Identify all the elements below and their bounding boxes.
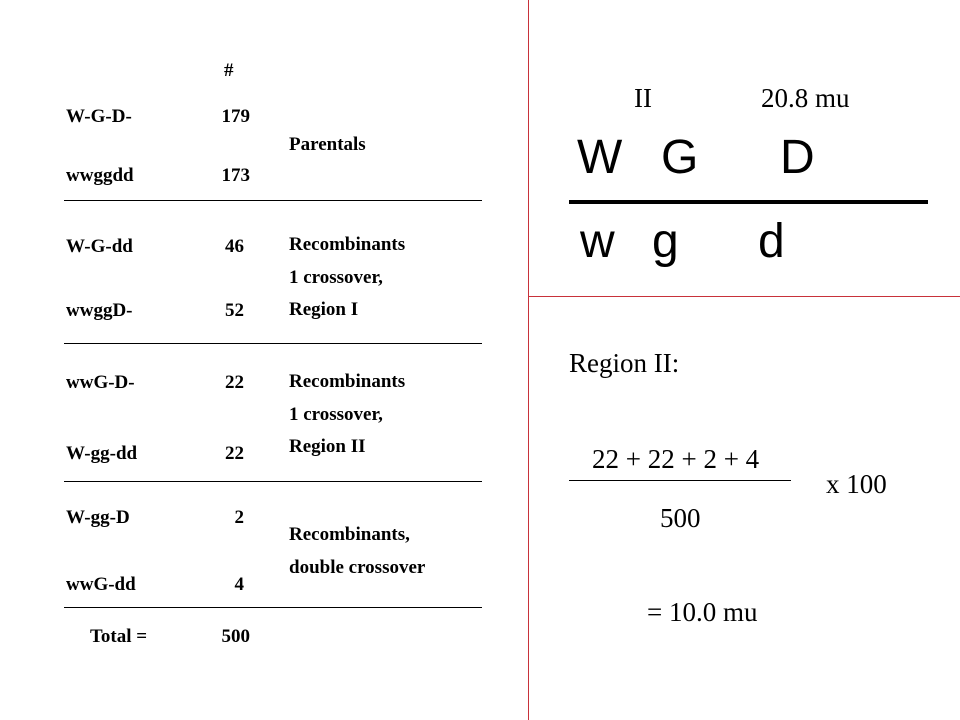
count-cell: 2 [234,507,244,528]
genotype-cell: wwggD- [66,300,133,321]
count-cell: 22 [225,372,244,393]
genotype-cell: W-G-D- [66,106,132,127]
genotype-cell: wwG-D- [66,372,135,393]
gene-d: d [758,215,785,268]
horizontal-divider [528,296,960,297]
genotype-cell: wwggdd [66,165,134,186]
gene-g: g [652,215,679,268]
calc-result: = 10.0 mu [647,597,758,627]
group-label-parentals: Parentals [289,134,366,155]
row-separator [64,200,482,201]
genotype-cell: W-gg-D [66,507,130,528]
count-cell: 179 [221,106,250,127]
gene-W: W [577,131,623,184]
group-label-region-1: Recombinants 1 crossover, Region I [289,234,406,320]
count-cell: 46 [225,236,244,257]
count-cell: 173 [221,165,250,186]
genotype-cell: W-gg-dd [66,443,138,464]
calc-multiplier: x 100 [826,469,887,499]
count-cell: 52 [225,300,244,321]
row-separator [64,481,482,482]
group-label-double-crossover: Recombinants, double crossover [289,524,426,578]
group-label-region-2: Recombinants 1 crossover, Region II [289,371,406,457]
genotype-cell: W-G-dd [66,236,133,257]
fraction-bar [569,480,791,481]
gene-G: G [661,131,699,184]
gene-w: w [580,215,615,268]
chromosome-line [569,200,928,204]
calc-numerator: 22 + 22 + 2 + 4 [592,444,760,474]
count-column-header: # [224,60,234,81]
total-label: Total = [90,626,148,647]
gene-D: D [780,131,815,184]
calc-denominator: 500 [660,503,701,533]
region-label: II [634,83,652,113]
distance-label: 20.8 mu [761,83,850,113]
count-cell: 4 [234,574,244,595]
row-separator [64,607,482,608]
vertical-divider [528,0,529,720]
count-cell: 22 [225,443,244,464]
calc-heading: Region II: [569,348,680,378]
row-separator [64,343,482,344]
total-value: 500 [221,626,250,647]
genotype-cell: wwG-dd [66,574,136,595]
